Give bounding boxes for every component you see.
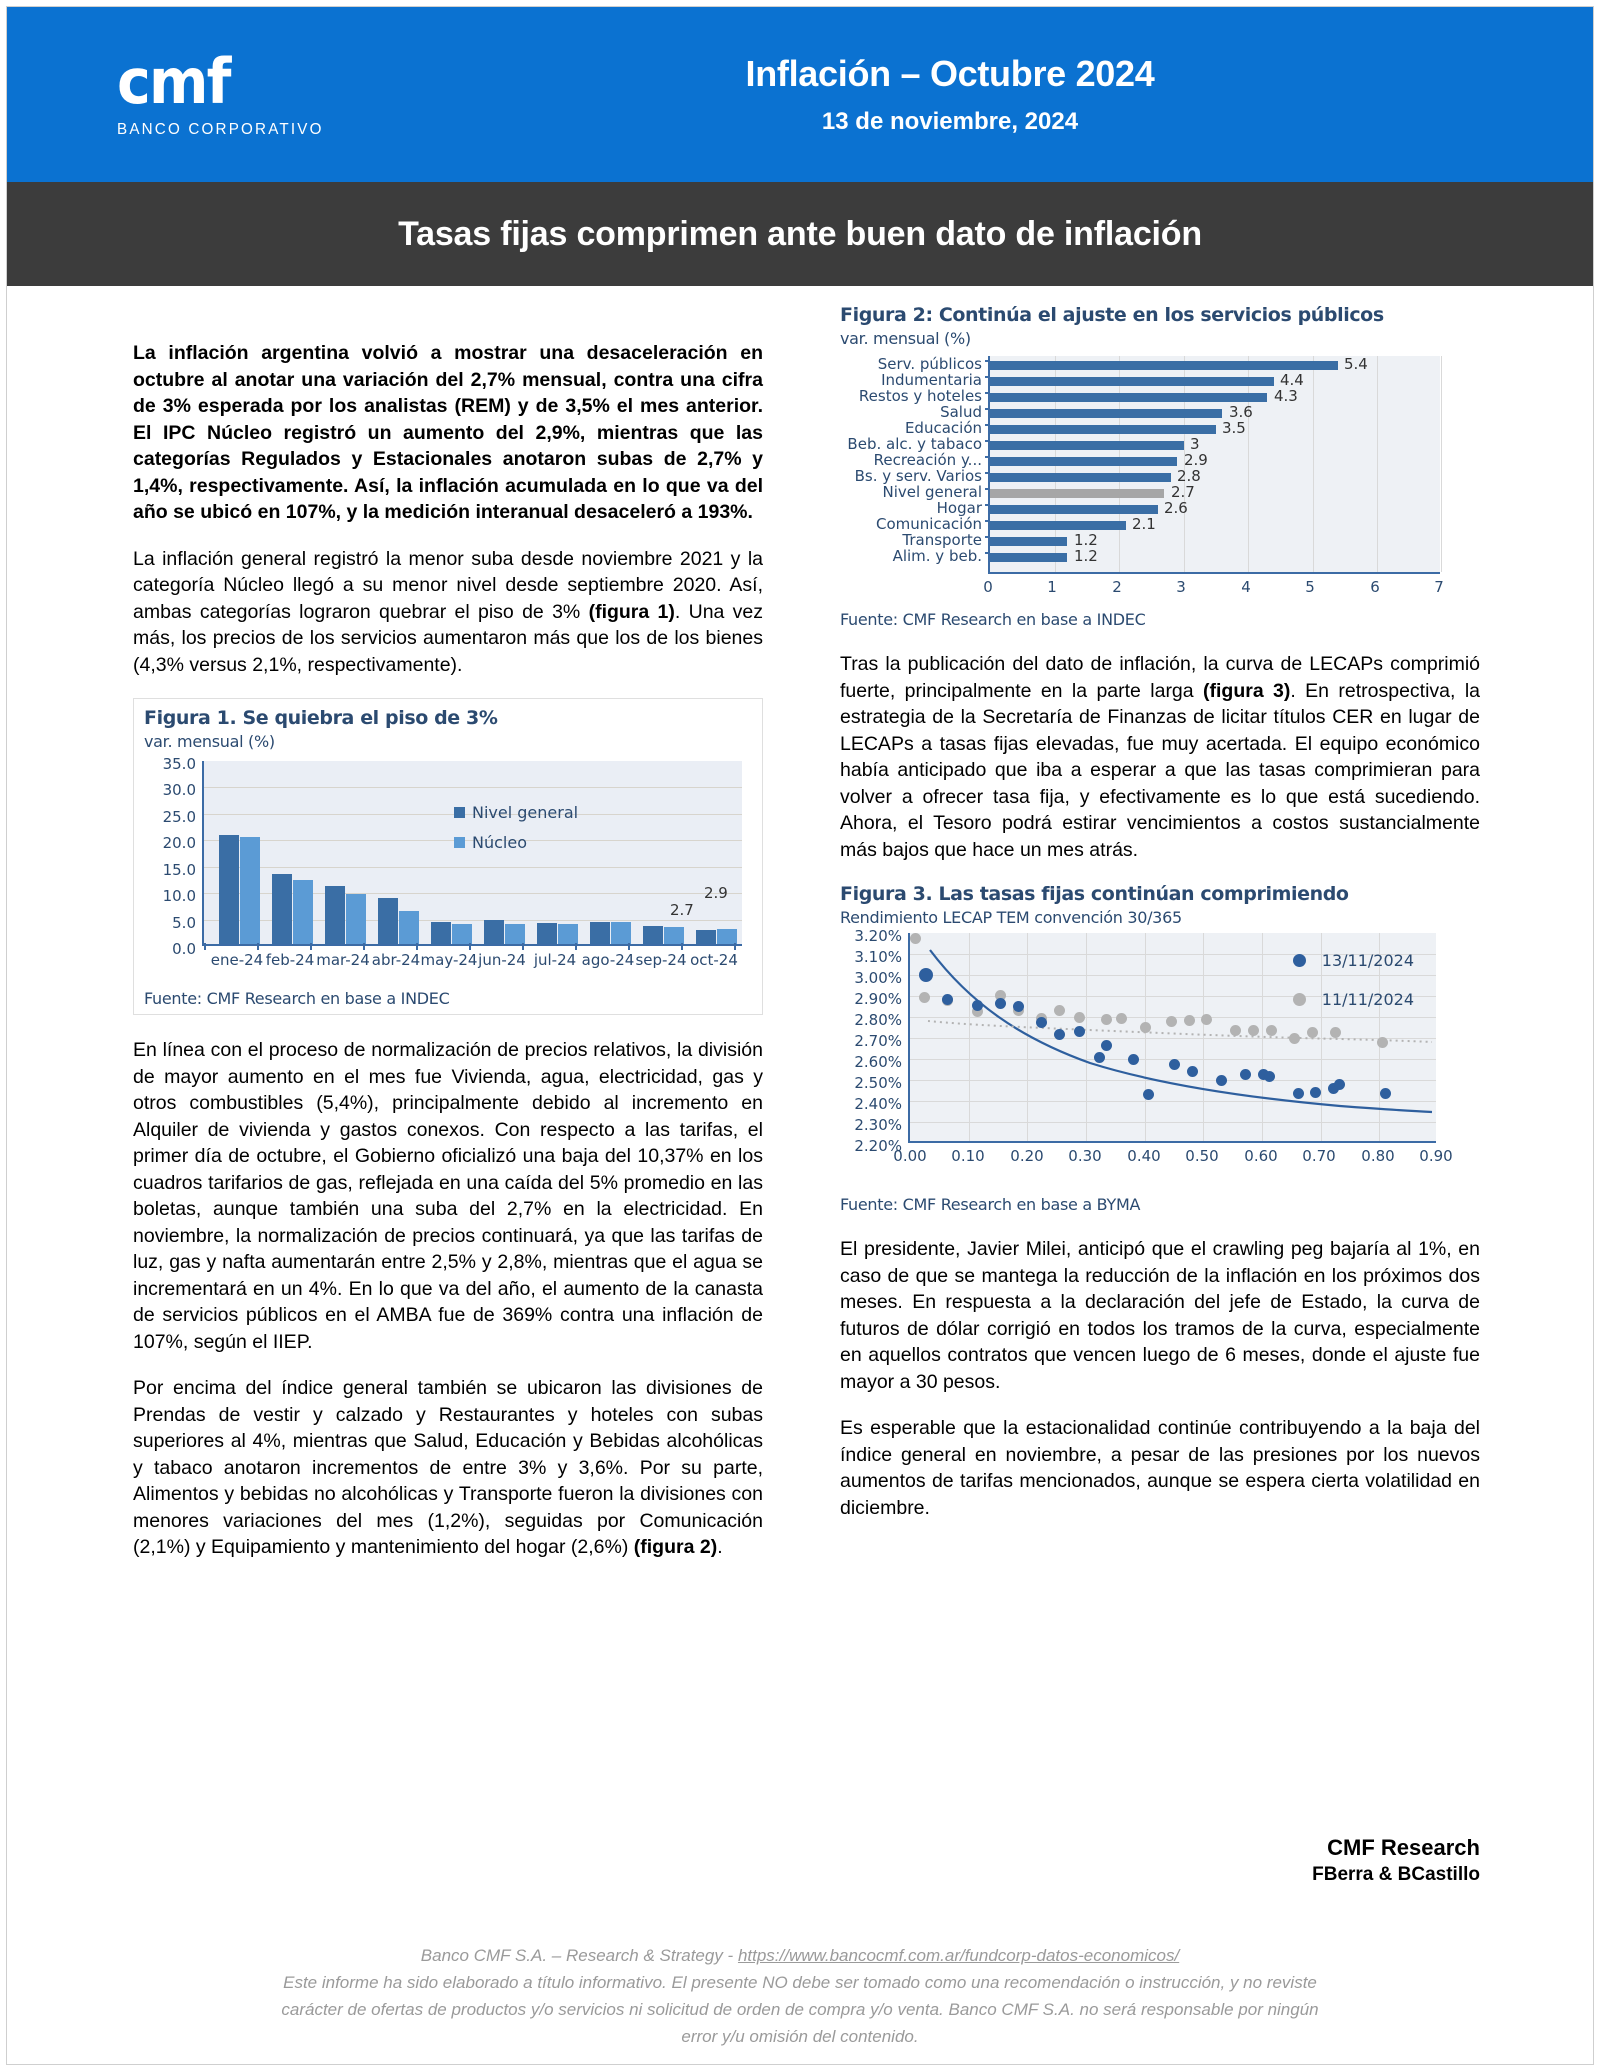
- figura2-container: [840, 304, 1480, 629]
- figura3-xtick: 0.00: [893, 1147, 927, 1165]
- figura2-title: Figura 2: Continúa el ajuste en los servicios públicos: [840, 304, 1384, 326]
- figura2-value: 2.8: [1177, 467, 1201, 485]
- figura1-ytick-20: 20.0: [162, 834, 196, 852]
- figura3-ytick: 2.70%: [854, 1032, 902, 1050]
- data-point: [1074, 1026, 1085, 1037]
- figura1-subtitle: var. mensual (%): [144, 732, 275, 751]
- bar-nucleo: [399, 911, 419, 944]
- figura1-xtick: mar-24: [316, 951, 370, 969]
- bar-nucleo: [664, 927, 684, 944]
- figura2-cat: Beb. alc. y tabaco: [847, 435, 982, 453]
- table-row: [990, 553, 1067, 562]
- bar-nivel-general: [537, 923, 557, 944]
- figura3-ytick: 3.20%: [854, 927, 902, 945]
- bar-salud: [990, 409, 1222, 418]
- bar-group: [477, 761, 531, 944]
- paragraph-4: [133, 1375, 763, 1561]
- figura1-xtick: oct-24: [690, 951, 738, 969]
- figura2-cat: Transporte: [902, 531, 982, 549]
- data-point: [1054, 1005, 1065, 1016]
- figura1-title: Figura 1. Se quiebra el piso de 3%: [144, 707, 498, 729]
- legend-dot-icon: [1293, 993, 1306, 1006]
- figura1-source: Fuente: CMF Research en base a INDEC: [144, 989, 450, 1008]
- data-point: [1310, 1087, 1321, 1098]
- bar-nucleo: [717, 929, 737, 944]
- figura2-cat: Restos y hoteles: [858, 387, 982, 405]
- figura1-ytick-5: 5.0: [172, 914, 196, 932]
- figura2-cat: Indumentaria: [881, 371, 982, 389]
- figura3-ytick: 2.90%: [854, 990, 902, 1008]
- figura2-source: Fuente: CMF Research en base a INDEC: [840, 610, 1146, 629]
- figura2-cat: Serv. públicos: [877, 355, 982, 373]
- left-column: [133, 340, 763, 1581]
- figura2-value: 1.2: [1074, 531, 1098, 549]
- data-point: [1266, 1025, 1277, 1036]
- figura1-xtick: jun-24: [478, 951, 526, 969]
- data-point: [1289, 1033, 1300, 1044]
- figura2-value: 4.3: [1274, 387, 1298, 405]
- bar-bs-serv-varios: [990, 473, 1171, 482]
- data-point: [1377, 1037, 1388, 1048]
- figura2-value: 2.9: [1184, 451, 1208, 469]
- data-point: [1201, 1014, 1212, 1025]
- header-title-block: [437, 53, 1593, 136]
- bar-group: [583, 761, 637, 944]
- figura2-xtick: 5: [1305, 578, 1315, 596]
- right-paragraph-1-text: Tras la publicación del dato de inflación, la curva de LECAPs comprimió fuerte, principalmente en la parte larga: [840, 653, 1480, 702]
- figura3-source: Fuente: CMF Research en base a BYMA: [840, 1195, 1141, 1214]
- figura3-xtick: 0.50: [1185, 1147, 1219, 1165]
- data-point: [1380, 1088, 1391, 1099]
- data-point: [1166, 1016, 1177, 1027]
- table-row: [990, 537, 1067, 546]
- data-point: [972, 1000, 983, 1011]
- data-point: [1013, 1001, 1024, 1012]
- bar-nivel-general: [590, 922, 610, 944]
- bar-group: [424, 761, 478, 944]
- bar-nivel-general: [378, 898, 398, 945]
- logo-wordmark: cmf: [117, 44, 230, 118]
- figura2-value: 2.7: [1171, 483, 1195, 501]
- legend-label: 13/11/2024: [1321, 951, 1414, 970]
- legend-dot-icon: [1293, 954, 1306, 967]
- page-footer: [0, 1942, 1600, 2050]
- figura3-legend: [1293, 951, 1414, 1029]
- bar-restos-hoteles: [990, 393, 1267, 402]
- data-point: [1264, 1071, 1275, 1082]
- data-point: [1094, 1052, 1105, 1063]
- figura1-xtick: jul-24: [533, 951, 577, 969]
- figura2-cat: Alim. y beb.: [892, 547, 982, 565]
- legend-label: 11/11/2024: [1321, 990, 1414, 1009]
- legend-label: Nivel general: [472, 803, 579, 822]
- figura2-chart: [840, 354, 1458, 606]
- data-point: [1184, 1015, 1195, 1026]
- figura1-xtick: feb-24: [265, 951, 315, 969]
- footer-line-3: carácter de ofertas de productos y/o servicios ni solicitud de orden de compra y/o venta. Banco CMF S.A. no será responsable por ningún: [281, 2000, 1319, 2019]
- paragraph-3: En línea con el proceso de normalización de precios relativos, la división de mayor aumento en el mes fue Vivienda, agua, electricidad, gas y otros combustibles (5,4%), principalmente debido al incremento en Alquiler de vivienda y gastos conexos. Con respecto a las tarifas, el primer día de octubre, el Gobierno oficializó una baja del 10,37% en los cuadros tarifarios de gas, reflejada en una caída del 5% promedio en las boletas, aunque también una suba del 2,7% en la electricidad. En noviembre, la normalización de precios continuará, ya que las tarifas de luz, gas y nafta aumentarán entre 2,5% y 2,8%, mientras que el agua se incrementará en un 4%. En lo que va del año, el aumento de la canasta de servicios públicos en el AMBA fue de 369% contra una inflación de 107%, según el IIEP.: [133, 1039, 763, 1353]
- bar-nivel-general: [484, 920, 504, 944]
- figura3-ytick: 3.00%: [854, 969, 902, 987]
- figura3-ytick: 2.30%: [854, 1116, 902, 1134]
- bar-group: [530, 761, 584, 944]
- table-row: [990, 489, 1164, 498]
- bar-nivel-general: [431, 922, 451, 944]
- bar-transporte: [990, 537, 1067, 546]
- figura3-plot-area: [908, 933, 1436, 1143]
- bar-nucleo: [346, 894, 366, 944]
- bar-comunicacion: [990, 521, 1126, 530]
- paragraph-2-tail: . Una vez más, los precios de los servicios aumentaron más que los de los bienes (4,3% versus 2,1%, respectivamente).: [133, 600, 764, 676]
- table-row: [990, 473, 1171, 482]
- legend-item-13-11-2024: [1293, 951, 1414, 970]
- bar-nucleo: [558, 924, 578, 944]
- figura2-cat: Comunicación: [876, 515, 982, 533]
- figura3-chart: [840, 927, 1458, 1191]
- bar-alim-beb: [990, 553, 1067, 562]
- figura1-container: [133, 698, 763, 1015]
- figura2-cat: Recreación y...: [873, 451, 982, 469]
- bar-nucleo: [293, 880, 313, 945]
- figura3-xtick: 0.80: [1361, 1147, 1395, 1165]
- right-paragraph-1: [840, 651, 1480, 863]
- figura2-xtick: 2: [1112, 578, 1122, 596]
- figura2-value: 1.2: [1074, 547, 1098, 565]
- figura3-ytick: 2.20%: [854, 1137, 902, 1155]
- figura3-container: [840, 883, 1480, 1214]
- figura1-ref: (figura 1): [588, 600, 675, 623]
- bar-nucleo: [452, 924, 472, 944]
- paragraph-2: [133, 546, 763, 679]
- data-point: [1054, 1029, 1065, 1040]
- bar-nivel-general: [325, 886, 345, 944]
- figura3-xtick: 0.40: [1127, 1147, 1161, 1165]
- table-row: [990, 505, 1158, 514]
- figura1-ytick-30: 30.0: [162, 781, 196, 799]
- legend-label: Núcleo: [472, 833, 527, 852]
- footer-line-2: Este informe ha sido elaborado a título informativo. El presente NO debe ser tomado como una recomendación o instrucción, y no reviste: [283, 1973, 1317, 1992]
- data-point: [1216, 1075, 1227, 1086]
- bar-serv-publicos: [990, 361, 1338, 370]
- cmf-logo: [7, 44, 437, 139]
- table-row: [990, 377, 1274, 386]
- right-paragraph-1-tail: . En retrospectiva, la estrategia de la Secretaría de Finanzas de licitar títulos CER en lugar de LECAPs a tasas fijas elevadas, fue muy acertada. El equipo económico había anticipado que iba a esperar a que las tasas comprimieran para volver a ofrecer tasa fija, y efectivamente es lo que está sucediendo. Ahora, el Tesoro podrá estirar vencimientos a costos sustancialmente más bajos que hace un mes atrás.: [840, 679, 1480, 861]
- figura1-label-29: 2.9: [704, 884, 728, 902]
- figura2-value: 3.5: [1222, 419, 1246, 437]
- page-header: [7, 7, 1593, 182]
- report-title: Inflación – Octubre 2024: [745, 52, 1155, 94]
- right-paragraph-2: El presidente, Javier Milei, anticipó que el crawling peg bajaría al 1%, en caso de que se mantega la reducción de la inflación en los próximos dos meses. En respuesta a la declaración del jefe de Estado, la curva de futuros de dólar corrigió en todos los tramos de la curva, especialmente en aquellos contratos que vencen luego de 6 meses, donde el ajuste fue mayor a 30 pesos.: [840, 1238, 1480, 1393]
- figura2-value: 4.4: [1280, 371, 1304, 389]
- data-point: [1187, 1066, 1198, 1077]
- figura3-xtick: 0.20: [1010, 1147, 1044, 1165]
- data-point: [1101, 1040, 1112, 1051]
- data-point: [919, 992, 930, 1003]
- figura2-cat: Salud: [940, 403, 982, 421]
- table-row: [990, 425, 1216, 434]
- bar-recreacion: [990, 457, 1177, 466]
- bar-nivel-general: [990, 489, 1164, 498]
- table-row: [990, 441, 1184, 450]
- data-point: [1116, 1013, 1127, 1024]
- logo-tagline: BANCO CORPORATIVO: [117, 120, 324, 138]
- data-point: [1101, 1014, 1112, 1025]
- headline-bar: [7, 182, 1593, 286]
- footer-line-1: [0, 1942, 1600, 1969]
- data-point: [1240, 1069, 1251, 1080]
- figura1-ytick-35: 35.0: [162, 755, 196, 773]
- figura3-xtick: 0.10: [951, 1147, 985, 1165]
- figura3-xtick: 0.30: [1068, 1147, 1102, 1165]
- figura2-xtick: 4: [1241, 578, 1251, 596]
- figura1-ytick-15: 15.0: [162, 861, 196, 879]
- signature-authors: FBerra & BCastillo: [1312, 1864, 1480, 1885]
- figura1-ytick-10: 10.0: [162, 887, 196, 905]
- figura2-value: 3.6: [1229, 403, 1253, 421]
- data-point: [1293, 1088, 1304, 1099]
- data-point: [1140, 1022, 1151, 1033]
- lead-paragraph: La inflación argentina volvió a mostrar una desaceleración en octubre al anotar una variación del 2,7% mensual, contra una cifra de 3% esperada por los analistas (REM) y de 3,5% el mes anterior. El IPC Núcleo registró un aumento del 2,9%, mientras que las categorías Regulados y Estacionales anotaron subas de 2,7% y 1,4%, respectivamente. Así, la inflación acumulada en lo que va del año se ubicó en 107%, y la medición interanual desaceleró a 193%.: [133, 342, 763, 523]
- figura3-title: Figura 3. Las tasas fijas continúan comprimiendo: [840, 883, 1349, 905]
- figura1-chart: [144, 755, 752, 985]
- data-point: [942, 994, 953, 1005]
- data-point: [1128, 1054, 1139, 1065]
- figura3-xtick: 0.90: [1419, 1147, 1453, 1165]
- figura2-value: 5.4: [1344, 355, 1368, 373]
- figura3-ytick: 2.80%: [854, 1011, 902, 1029]
- figura3-xtick: 0.70: [1302, 1147, 1336, 1165]
- figura1-xtick: abr-24: [371, 951, 421, 969]
- figura3-subtitle: Rendimiento LECAP TEM convención 30/365: [840, 908, 1182, 927]
- right-paragraph-3: Es esperable que la estacionalidad continúe contribuyendo a la baja del índice general en noviembre, a pesar de las presiones por los nuevos aumentos de tarifas mencionados, aunque se espera cierta volatilidad en diciembre.: [840, 1417, 1480, 1519]
- figura2-cat: Bs. y serv. Varios: [854, 467, 982, 485]
- data-point: [1248, 1025, 1259, 1036]
- bar-group: [265, 761, 319, 944]
- figura2-cat: Nivel general: [882, 483, 982, 501]
- table-row: [990, 361, 1338, 370]
- bar-educacion: [990, 425, 1216, 434]
- bar-hogar: [990, 505, 1158, 514]
- figura3-ytick: 2.40%: [854, 1095, 902, 1113]
- bar-beb-alc-tabaco: [990, 441, 1184, 450]
- bar-group: [689, 761, 743, 944]
- bar-nucleo: [505, 924, 525, 944]
- figura3-ytick: 3.10%: [854, 948, 902, 966]
- table-row: [990, 457, 1177, 466]
- data-point: [1169, 1059, 1180, 1070]
- figura1-plot-area: [202, 761, 742, 946]
- figura1-ytick-0: 0.0: [172, 940, 196, 958]
- figura2-value: 2.1: [1132, 515, 1156, 533]
- data-point: [1036, 1017, 1047, 1028]
- bar-nivel-general: [272, 874, 292, 944]
- table-row: [990, 393, 1267, 402]
- figura2-value: 3: [1190, 435, 1200, 453]
- figura3-ytick: 2.50%: [854, 1074, 902, 1092]
- figura1-xtick: ago-24: [581, 951, 635, 969]
- figura3-xtick: 0.60: [1244, 1147, 1278, 1165]
- data-point: [1074, 1012, 1085, 1023]
- table-row: [990, 521, 1126, 530]
- footer-line-4: error y/u omisión del contenido.: [681, 2027, 919, 2046]
- footer-link[interactable]: https://www.bancocmf.com.ar/fundcorp-datos-economicos/: [737, 1946, 1180, 1965]
- figura3-ref: (figura 3): [1203, 679, 1291, 702]
- bar-group: [371, 761, 425, 944]
- figura2-xtick: 1: [1047, 578, 1057, 596]
- legend-item-11-11-2024: [1293, 990, 1414, 1009]
- figura1-ytick-25: 25.0: [162, 808, 196, 826]
- bar-group: [318, 761, 372, 944]
- figura2-cat: Educación: [904, 419, 982, 437]
- bar-nivel-general: [643, 926, 663, 945]
- report-date: 13 de noviembre, 2024: [821, 108, 1079, 136]
- figura3-ytick: 2.60%: [854, 1053, 902, 1071]
- figura2-xtick: 7: [1434, 578, 1444, 596]
- data-point: [995, 998, 1006, 1009]
- paragraph-4-tail: .: [717, 1536, 723, 1558]
- right-column: [840, 300, 1480, 1541]
- figura2-value: 2.6: [1164, 499, 1188, 517]
- data-point: [919, 968, 933, 982]
- bar-nivel-general: [696, 930, 716, 944]
- figura1-xtick: ene-24: [210, 951, 264, 969]
- figura2-xtick: 3: [1176, 578, 1186, 596]
- signature-team: CMF Research: [1327, 1835, 1480, 1860]
- table-row: [990, 409, 1222, 418]
- bar-indumentaria: [990, 377, 1274, 386]
- figura2-xtick: 0: [983, 578, 993, 596]
- data-point: [1143, 1089, 1154, 1100]
- figura1-xtick: sep-24: [635, 951, 687, 969]
- figura2-xtick: 6: [1370, 578, 1380, 596]
- figura2-ref: (figura 2): [633, 1536, 718, 1558]
- footer-entity: Banco CMF S.A. – Research & Strategy -: [420, 1946, 738, 1965]
- data-point: [1230, 1025, 1241, 1036]
- signature-block: [1312, 1835, 1480, 1886]
- figura1-xtick: may-24: [420, 951, 478, 969]
- figura2-subtitle: var. mensual (%): [840, 329, 971, 348]
- paragraph-2-text: La inflación general registró la menor suba desde noviembre 2021 y la categoría Núcleo llegó a su menor nivel desde septiembre 2020. Así, ambas categorías lograron quebrar el piso de 3%: [133, 547, 763, 623]
- figura2-plot-area: [988, 356, 1440, 574]
- bar-nucleo: [611, 922, 631, 944]
- figura2-cat: Hogar: [936, 499, 982, 517]
- data-point: [1334, 1079, 1345, 1090]
- figura1-label-27: 2.7: [670, 901, 694, 919]
- headline-text: Tasas fijas comprimen ante buen dato de inflación: [398, 214, 1202, 253]
- paragraph-4-text: Por encima del índice general también se ubicaron las divisiones de Prendas de vestir y calzado y Restaurantes y hoteles con subas superiores al 4%, mientras que Salud, Educación y Bebidas alcohólicas y tabaco anotaron incrementos de entre 3% y 3,6%. Por su parte, Alimentos y bebidas no alcohólicas y Transporte fueron la divisiones con menores variaciones del mes (1,2%), seguidas por Comunicación (2,1%) y Equipamiento y mantenimiento del hogar (2,6%): [133, 1377, 763, 1558]
